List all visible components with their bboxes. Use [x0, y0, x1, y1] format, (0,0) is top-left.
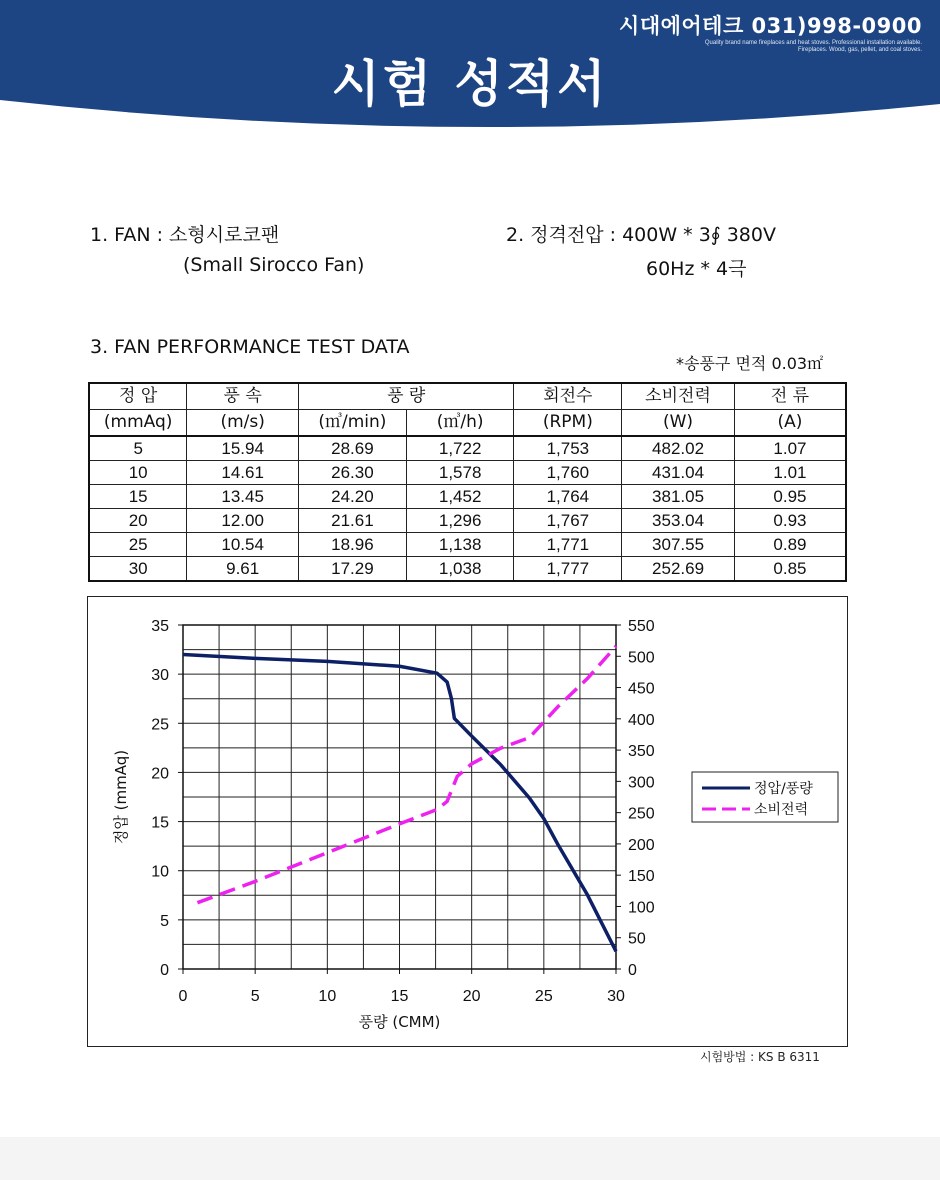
- header-static-pressure: 정 압: [89, 383, 187, 410]
- table-cell: 9.61: [187, 557, 299, 582]
- x-tick-label: 10: [318, 988, 337, 1005]
- brand-subtitle-line-2: Fireplaces. Wood, gas, pellet, and coal stoves.: [798, 47, 922, 53]
- table-row: [89, 461, 846, 485]
- table-cell: 0.85: [734, 557, 846, 582]
- table-cell: 1,767: [514, 509, 622, 533]
- table-row: [89, 533, 846, 557]
- table-cell: 1,760: [514, 461, 622, 485]
- fan-type: 1. FAN : 소형시로코팬: [90, 224, 280, 246]
- y2-tick-label: 50: [628, 930, 646, 948]
- x-tick-label: 0: [178, 988, 188, 1005]
- y-tick-label: 15: [151, 814, 169, 832]
- header-airflow: 풍 량: [299, 383, 514, 410]
- table-row: [89, 509, 846, 533]
- y2-tick-label: 350: [628, 743, 655, 761]
- legend-label: 정압/풍량: [754, 781, 813, 797]
- chart-svg: [88, 597, 847, 1046]
- unit-rpm: (RPM): [514, 410, 622, 437]
- table-cell: 5: [89, 436, 187, 461]
- table-cell: 13.45: [187, 485, 299, 509]
- x-tick-label: 5: [250, 988, 260, 1005]
- table-row: [89, 557, 846, 582]
- x-axis-label: 풍량 (CMM): [358, 1013, 441, 1031]
- table-cell: 15: [89, 485, 187, 509]
- y-tick-label: 25: [151, 716, 169, 734]
- table-cell: 353.04: [622, 509, 735, 533]
- table-cell: 20: [89, 509, 187, 533]
- table-cell: 381.05: [622, 485, 735, 509]
- table-cell: 1.01: [734, 461, 846, 485]
- header-power: 소비전력: [622, 383, 735, 410]
- table-cell: 12.00: [187, 509, 299, 533]
- y-tick-label: 20: [151, 765, 169, 783]
- unit-ms: (m/s): [187, 410, 299, 437]
- table-cell: 26.30: [299, 461, 407, 485]
- table-header-row-1: [89, 383, 846, 410]
- brand-subtitle-line-1: Quality brand name fireplaces and heat stoves. Professional installation available.: [704, 40, 922, 46]
- y2-tick-label: 450: [628, 680, 655, 698]
- rated-frequency: 60Hz * 4극: [646, 258, 747, 280]
- unit-a: (A): [734, 410, 846, 437]
- y2-tick-label: 100: [628, 899, 655, 917]
- y2-tick-label: 550: [628, 618, 655, 635]
- series-line-2: [197, 646, 616, 902]
- unit-mmaq: (mmAq): [89, 410, 187, 437]
- page-footer: [0, 1137, 940, 1180]
- y-axis-label: 정압 (mmAq): [112, 749, 130, 845]
- table-row: [89, 485, 846, 509]
- table-cell: 30: [89, 557, 187, 582]
- table-cell: 252.69: [622, 557, 735, 582]
- table-cell: 307.55: [622, 533, 735, 557]
- y2-tick-label: 250: [628, 805, 655, 823]
- x-tick-label: 20: [462, 988, 481, 1005]
- test-method: 시험방법 : KS B 6311: [700, 1050, 820, 1064]
- table-cell: 1,777: [514, 557, 622, 582]
- table-cell: 1,452: [406, 485, 514, 509]
- page-header: [0, 0, 940, 140]
- performance-table: [88, 382, 847, 582]
- y2-tick-label: 0: [628, 962, 637, 979]
- performance-chart: [87, 596, 848, 1047]
- y-tick-label: 30: [151, 667, 169, 685]
- legend-label: 소비전력: [754, 802, 809, 818]
- header-rpm: 회전수: [514, 383, 622, 410]
- unit-w: (W): [622, 410, 735, 437]
- table-cell: 1.07: [734, 436, 846, 461]
- table-cell: 1,722: [406, 436, 514, 461]
- table-cell: 0.89: [734, 533, 846, 557]
- y2-tick-label: 400: [628, 711, 655, 729]
- table-cell: 1,771: [514, 533, 622, 557]
- table-cell: 24.20: [299, 485, 407, 509]
- x-tick-label: 15: [390, 988, 409, 1005]
- header-current: 전 류: [734, 383, 846, 410]
- table-cell: 1,038: [406, 557, 514, 582]
- outlet-area-note: *송풍구 면적 0.03㎡: [676, 354, 824, 373]
- table-cell: 15.94: [187, 436, 299, 461]
- table-cell: 10: [89, 461, 187, 485]
- unit-m3min: (㎥/min): [299, 410, 407, 437]
- table-cell: 431.04: [622, 461, 735, 485]
- table-cell: 1,764: [514, 485, 622, 509]
- table-cell: 1,753: [514, 436, 622, 461]
- table-cell: 14.61: [187, 461, 299, 485]
- y-tick-label: 5: [160, 912, 169, 930]
- y-tick-label: 10: [151, 863, 169, 881]
- table-cell: 0.93: [734, 509, 846, 533]
- table-cell: 1,578: [406, 461, 514, 485]
- page-title: 시험 성적서: [331, 55, 609, 113]
- header-velocity: 풍 속: [187, 383, 299, 410]
- brand-phone: 시대에어테크 031)998-0900: [619, 14, 922, 38]
- table-cell: 18.96: [299, 533, 407, 557]
- unit-m3h: (㎥/h): [406, 410, 514, 437]
- y2-tick-label: 300: [628, 774, 655, 792]
- table-body: [89, 436, 846, 581]
- section-title: 3. FAN PERFORMANCE TEST DATA: [90, 336, 410, 358]
- y2-tick-label: 150: [628, 868, 655, 886]
- y-tick-label: 35: [151, 618, 169, 635]
- table-header-row-2: [89, 410, 846, 437]
- table-cell: 0.95: [734, 485, 846, 509]
- table-cell: 17.29: [299, 557, 407, 582]
- y2-tick-label: 200: [628, 836, 655, 854]
- fan-type-english: (Small Sirocco Fan): [183, 254, 365, 276]
- table-cell: 25: [89, 533, 187, 557]
- table-row: [89, 436, 846, 461]
- y-tick-label: 0: [160, 962, 169, 979]
- table-cell: 10.54: [187, 533, 299, 557]
- x-tick-label: 30: [607, 988, 625, 1005]
- table-cell: 1,138: [406, 533, 514, 557]
- table-cell: 1,296: [406, 509, 514, 533]
- table-cell: 482.02: [622, 436, 735, 461]
- rated-voltage: 2. 정격전압 : 400W * 3∮ 380V: [506, 224, 776, 246]
- x-tick-label: 25: [534, 988, 553, 1005]
- table-cell: 28.69: [299, 436, 407, 461]
- table-cell: 21.61: [299, 509, 407, 533]
- y2-tick-label: 500: [628, 649, 655, 667]
